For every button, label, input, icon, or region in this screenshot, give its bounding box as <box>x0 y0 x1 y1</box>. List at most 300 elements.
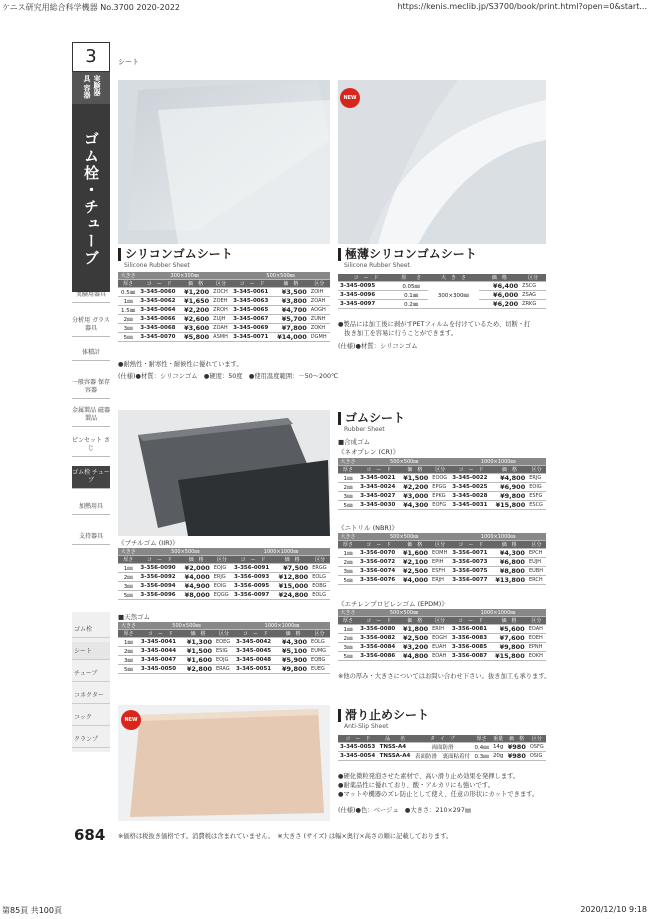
side-nav-item[interactable]: 金属製品 磁器製品 <box>72 404 110 427</box>
price-cell: ¥1,500 <box>182 647 214 656</box>
code-cell: 3-356-0077 <box>450 576 491 585</box>
price-cell: ¥6,200 <box>479 300 521 309</box>
hdr-cls: 区分 <box>310 556 330 564</box>
code-cell: 3-345-0053 <box>338 743 378 752</box>
table-row <box>118 638 330 647</box>
price-cell: ¥980 <box>506 752 528 761</box>
price-cell: ¥7,600 <box>491 634 526 643</box>
thin-silicone-spec: (仕様)●材質：シリコンゴム <box>338 343 418 350</box>
antislip-notes <box>338 772 538 799</box>
table-row <box>338 743 546 752</box>
code-cell: 3-345-0048 <box>234 656 277 665</box>
hdr-size: 大きさ <box>338 533 358 541</box>
code-cell: 3-345-0051 <box>234 665 277 674</box>
class-cell: ZSCG <box>520 282 546 291</box>
hdr-code: コ ー ド <box>358 617 399 625</box>
side-nav-item[interactable]: 体積計 <box>72 346 110 361</box>
hdr-size: 大きさ <box>118 548 138 556</box>
footer-note: ※価格は税抜き価格です。消費税は含まれていません。 ※大きさ (サイズ) は幅×奥行×高さの順に記載しております。 <box>118 833 453 840</box>
group-synth: ■合成ゴム <box>338 438 371 446</box>
epdm-table-body <box>338 625 546 661</box>
price-cell: ¥1,200 <box>180 288 211 297</box>
thin-silicone-title: 極薄シリコンゴムシート <box>338 248 477 261</box>
hdr-cls: 区分 <box>527 617 546 625</box>
table-row <box>338 652 546 661</box>
hdr-code: コ ー ド <box>138 556 180 564</box>
price-cell: ¥4,700 <box>273 306 309 315</box>
side-nav-item[interactable]: 加熱用具 <box>72 500 110 515</box>
class-cell: EOEH <box>527 634 546 643</box>
hdr-thick: 厚さ <box>338 617 358 625</box>
hdr-code: コ ー ド <box>234 630 277 638</box>
hdr-model: 品 名 <box>378 735 413 743</box>
code-cell: 3-345-0044 <box>139 647 182 656</box>
price-cell: ¥1,650 <box>180 297 211 306</box>
thickness-cell: 3㎜ <box>118 582 138 591</box>
thickness-cell: 2㎜ <box>338 634 358 643</box>
natural-table <box>118 622 330 674</box>
thickness-cell: 3㎜ <box>338 567 358 576</box>
class-cell: ZOCH <box>211 288 231 297</box>
neoprene-table-body <box>338 474 546 510</box>
hdr-cls: 区分 <box>430 617 450 625</box>
thin-silicone-table <box>338 274 546 309</box>
price-cell: ¥9,800 <box>277 665 309 674</box>
price-cell: ¥15,000 <box>274 582 310 591</box>
page-info: 第85頁 共100頁 <box>2 906 62 915</box>
class-cell: EOAH <box>527 625 546 634</box>
code-cell: 3-345-0061 <box>231 288 273 297</box>
hdr-code: コ ー ド <box>231 280 273 288</box>
hdr-1000: 1000×1000㎜ <box>450 609 546 617</box>
class-cell: EOIG <box>527 483 546 492</box>
thickness-cell: 5㎜ <box>118 591 138 600</box>
class-cell: ERCH <box>527 576 546 585</box>
class-cell: EOBG <box>310 582 330 591</box>
rubber-title: ゴムシート <box>338 412 405 425</box>
print-url[interactable]: https://kenis.meclib.jp/S3700/book/print.html?open=0&start... <box>397 2 647 11</box>
side-nav-item[interactable]: ゴム栓 チューブ <box>72 466 110 489</box>
price-cell: ¥3,600 <box>180 324 211 333</box>
code-cell: 3-345-0096 <box>338 291 394 300</box>
hdr-size: 大 き さ <box>428 274 478 282</box>
thin-silicone-table-body <box>338 282 546 309</box>
side-subnav-item[interactable]: ゴム栓 <box>72 620 110 638</box>
price-cell: ¥3,000 <box>400 492 431 501</box>
nitrile-table-body <box>338 549 546 585</box>
price-cell: ¥4,300 <box>400 501 431 510</box>
side-nav-item[interactable]: 支持器具 <box>72 530 110 545</box>
thin-silicone-image <box>338 80 546 244</box>
print-footer <box>0 902 650 918</box>
class-cell: AOGH <box>309 306 330 315</box>
thickness-cell: 1㎜ <box>338 549 358 558</box>
code-cell: 3-345-0045 <box>234 647 277 656</box>
side-nav-item[interactable]: 実験用器具 <box>72 288 110 303</box>
table-row <box>118 656 330 665</box>
type-cell: 表面防滑 裏面粘着付 <box>413 752 473 761</box>
code-cell: 3-356-0070 <box>358 549 399 558</box>
table-row <box>338 625 546 634</box>
hdr-code: コ ー ド <box>338 735 378 743</box>
code-cell: 3-356-0091 <box>232 564 274 573</box>
thickness-cell: 0.5㎜ <box>118 288 138 297</box>
hdr-500: 500×500㎜ <box>138 548 232 556</box>
thickness-cell: 1㎜ <box>118 564 138 573</box>
price-cell: ¥4,900 <box>181 582 212 591</box>
thickness-cell: 5㎜ <box>118 665 139 674</box>
code-cell: 3-356-0092 <box>138 573 180 582</box>
thin-silicone-subtitle: Silicone Rubber Sheet <box>344 262 410 269</box>
silicone-note: ●耐熱性・耐寒性・耐候性に優れています。 <box>118 361 243 368</box>
nitrile-label: 《ニトリル (NBR)》 <box>338 524 398 532</box>
code-cell: 3-356-0074 <box>358 567 399 576</box>
code-cell: 3-356-0095 <box>232 582 274 591</box>
hdr-code: コ ー ド <box>139 630 182 638</box>
hdr-price: 価 格 <box>181 556 212 564</box>
class-cell: DGMH <box>309 333 330 342</box>
side-subnav-item[interactable]: コネクター <box>72 686 110 704</box>
hdr-cls: 区分 <box>528 735 546 743</box>
page-number: 684 <box>74 826 106 844</box>
thin-silicone-photo <box>338 80 546 244</box>
code-cell: 3-345-0042 <box>234 638 277 647</box>
thickness-cell: 2㎜ <box>118 647 139 656</box>
antislip-photo <box>118 705 330 821</box>
thickness-cell: 5㎜ <box>118 333 138 342</box>
silicone-subtitle: Silicone Rubber Sheet <box>124 262 190 269</box>
code-cell: 3-345-0047 <box>139 656 182 665</box>
class-cell: OSIG <box>528 752 546 761</box>
code-cell: 3-345-0031 <box>450 501 491 510</box>
price-cell: ¥4,800 <box>399 652 430 661</box>
thin-note-1: ●製品には加工後に剥がすPETフィルムを付けているため、切断・打 <box>338 321 531 328</box>
nitrile-table <box>338 533 546 585</box>
thickness-cell: 1.5㎜ <box>118 306 138 315</box>
table-row <box>338 567 546 576</box>
hdr-500: 500×500㎜ <box>139 622 234 630</box>
price-cell: ¥1,300 <box>182 638 214 647</box>
hdr-cls: 区分 <box>430 541 450 549</box>
price-cell: ¥5,700 <box>273 315 309 324</box>
antislip-subtitle: Anti-Slip Sheet <box>344 723 389 730</box>
code-cell: 3-356-0083 <box>450 634 491 643</box>
price-cell: ¥3,800 <box>273 297 309 306</box>
class-cell: ESFG <box>527 492 546 501</box>
code-cell: 3-356-0096 <box>138 591 180 600</box>
thickness-cell: 1㎜ <box>338 474 358 483</box>
code-cell: 3-356-0094 <box>138 582 180 591</box>
rubber-sheet-photo <box>118 410 330 536</box>
class-cell: ERJG <box>212 573 232 582</box>
thin-silicone-note <box>338 320 530 338</box>
thickness-cell: 1㎜ <box>338 625 358 634</box>
price-cell: ¥3,200 <box>399 643 430 652</box>
class-cell: ERAG <box>214 665 234 674</box>
class-cell: EOFG <box>430 501 450 510</box>
hdr-price: 価 格 <box>182 630 214 638</box>
hdr-cls: 区分 <box>211 280 231 288</box>
code-cell: 3-345-0071 <box>231 333 273 342</box>
print-timestamp: 2020/12/10 9:18 <box>580 905 647 914</box>
code-cell: 3-345-0070 <box>138 333 180 342</box>
weight-cell: 14g <box>491 743 506 752</box>
neoprene-table <box>338 458 546 510</box>
class-cell: EUJH <box>527 558 546 567</box>
class-cell: ZROH <box>211 306 231 315</box>
class-cell: ERJG <box>527 474 546 483</box>
size-cell: 300×300㎜ <box>428 282 478 309</box>
thickness-cell: 2㎜ <box>118 315 138 324</box>
class-cell: EOJG <box>212 564 232 573</box>
code-cell: 3-345-0062 <box>138 297 180 306</box>
code-cell: 3-345-0060 <box>138 288 180 297</box>
antislip-table-body <box>338 743 546 761</box>
side-subnav-item[interactable]: チューブ <box>72 664 110 682</box>
price-cell: ¥4,000 <box>399 576 430 585</box>
price-cell: ¥8,000 <box>181 591 212 600</box>
price-cell: ¥4,800 <box>492 474 528 483</box>
hdr-cls: 区分 <box>527 541 546 549</box>
class-cell: EOLG <box>310 573 330 582</box>
price-cell: ¥6,000 <box>479 291 521 300</box>
price-cell: ¥13,800 <box>492 576 527 585</box>
code-cell: 3-356-0076 <box>358 576 399 585</box>
price-cell: ¥9,800 <box>492 492 528 501</box>
class-cell: ZUJH <box>211 315 231 324</box>
hdr-size: 大きさ <box>338 458 358 466</box>
hdr-price: 価 格 <box>400 466 431 474</box>
thickness-cell: 1㎜ <box>118 638 139 647</box>
table-row <box>118 573 330 582</box>
hdr-code: コ ー ド <box>338 274 394 282</box>
chapter-subtitle: 実験器具 容器 <box>72 72 110 104</box>
code-cell: 3-345-0028 <box>450 492 491 501</box>
hdr-cls: 区分 <box>309 280 330 288</box>
table-row <box>118 306 330 315</box>
rubber-subtitle: Rubber Sheet <box>344 426 385 433</box>
code-cell: 3-345-0024 <box>358 483 399 492</box>
price-cell: ¥2,200 <box>180 306 211 315</box>
hdr-price: 価 格 <box>180 280 211 288</box>
price-cell: ¥2,200 <box>400 483 431 492</box>
class-cell: EOLG <box>310 591 330 600</box>
price-cell: ¥3,500 <box>273 288 309 297</box>
class-cell: ERIH <box>430 625 450 634</box>
code-cell: 3-356-0084 <box>358 643 399 652</box>
class-cell: ZOEH <box>211 297 231 306</box>
class-cell: EOEG <box>214 638 234 647</box>
price-cell: ¥9,800 <box>491 643 526 652</box>
code-cell: 3-345-0064 <box>138 306 180 315</box>
price-cell: ¥12,800 <box>274 573 310 582</box>
epdm-label: 《エチレンプロピレンゴム (EPDM)》 <box>338 600 448 608</box>
hdr-thick: 厚さ <box>338 541 358 549</box>
antislip-spec: (仕様)●色：ベージュ ●大きさ：210×297㎜ <box>338 807 472 814</box>
hdr-price: 価 格 <box>274 556 310 564</box>
table-row <box>118 591 330 600</box>
hdr-thick: 厚さ <box>118 630 139 638</box>
class-cell: EPGG <box>430 483 450 492</box>
antislip-note-1: ●硬化微粒発泡させた素材で、高い滑り止め効果を発揮します。 <box>338 773 520 780</box>
code-cell: 3-345-0063 <box>231 297 273 306</box>
hdr-price: 価 格 <box>506 735 528 743</box>
side-nav-item[interactable]: ピンセット さじ <box>72 434 110 457</box>
hdr-code: コ ー ド <box>450 617 491 625</box>
hdr-1000: 1000×1000㎜ <box>450 533 546 541</box>
hdr-thick: 厚さ <box>118 556 138 564</box>
side-nav-item[interactable]: 分析用 ガラス器具 <box>72 314 110 337</box>
code-cell: 3-345-0021 <box>358 474 399 483</box>
class-cell: EOGH <box>430 634 450 643</box>
hdr-code: コ ー ド <box>358 466 399 474</box>
table-row <box>338 501 546 510</box>
code-cell: 3-356-0075 <box>450 567 491 576</box>
class-cell: EUAH <box>430 643 450 652</box>
code-cell: 3-356-0071 <box>450 549 491 558</box>
side-nav-item[interactable]: 一般容器 保存容器 <box>72 376 110 399</box>
table-row <box>118 665 330 674</box>
hdr-size: 大きさ <box>118 622 139 630</box>
thickness-cell: 1㎜ <box>118 297 138 306</box>
silicone-table-body <box>118 288 330 342</box>
type-cell: 両面防滑 <box>413 743 473 752</box>
class-cell: EOMH <box>430 549 450 558</box>
thickness-cell: 3㎜ <box>338 643 358 652</box>
antislip-note-2: ●耐薬品性に優れており、酸・アルカリにも強いです。 <box>338 782 494 789</box>
price-cell: ¥5,100 <box>277 647 309 656</box>
hdr-thick: 厚さ <box>118 280 138 288</box>
table-row <box>118 333 330 342</box>
chapter-title: ゴム栓・チューブ <box>82 131 100 267</box>
hdr-type: タ イ プ <box>413 735 473 743</box>
price-cell: ¥2,500 <box>399 634 430 643</box>
class-cell: EPKG <box>430 492 450 501</box>
code-cell: 3-345-0069 <box>231 324 273 333</box>
rubber-sheet-image <box>118 410 330 536</box>
hdr-price: 価 格 <box>277 630 309 638</box>
class-cell: ZOAH <box>309 297 330 306</box>
table-row <box>338 634 546 643</box>
hdr-cls: 区分 <box>214 630 234 638</box>
class-cell: ASMH <box>211 333 231 342</box>
table-row <box>338 549 546 558</box>
code-cell: 3-345-0041 <box>139 638 182 647</box>
thickness-cell: 5㎜ <box>338 576 358 585</box>
class-cell: EPCH <box>527 549 546 558</box>
side-subnav-item[interactable]: コック <box>72 708 110 726</box>
code-cell: 3-356-0081 <box>450 625 491 634</box>
class-cell: ZSAG <box>520 291 546 300</box>
table-row <box>338 282 546 291</box>
table-row <box>338 474 546 483</box>
table-row <box>338 643 546 652</box>
hdr-price: 価 格 <box>479 274 521 282</box>
hdr-cls: 区分 <box>430 466 450 474</box>
code-cell: 3-356-0085 <box>450 643 491 652</box>
table-row <box>118 324 330 333</box>
hdr-300: 300×300㎜ <box>138 272 231 280</box>
class-cell: EUEG <box>309 665 330 674</box>
code-cell: 3-345-0065 <box>231 306 273 315</box>
code-cell: 3-345-0097 <box>338 300 394 309</box>
price-cell: ¥6,400 <box>479 282 521 291</box>
price-cell: ¥15,800 <box>491 652 526 661</box>
price-cell: ¥2,600 <box>180 315 211 324</box>
hdr-thick: 厚 さ <box>394 274 428 282</box>
hdr-1000: 1000×1000㎜ <box>232 548 330 556</box>
silicone-table <box>118 272 330 342</box>
hdr-500: 500×500㎜ <box>231 272 330 280</box>
thickness-cell: 2㎜ <box>118 573 138 582</box>
class-cell: ESCG <box>527 501 546 510</box>
code-cell: 3-356-0080 <box>358 625 399 634</box>
price-cell: ¥4,300 <box>492 549 527 558</box>
class-cell: ZRKG <box>520 300 546 309</box>
thickness-cell: 5㎜ <box>338 501 358 510</box>
code-cell: 3-345-0022 <box>450 474 491 483</box>
thin-note-2: 抜き加工を容易に行うことができます。 <box>338 330 458 337</box>
table-row <box>338 558 546 567</box>
class-cell: EPNH <box>527 643 546 652</box>
model-cell: TNSS-A4 <box>378 743 413 752</box>
print-title: ケニス研究用総合科学機器 No.3700 2020-2022 <box>2 3 181 12</box>
antislip-image <box>118 705 330 821</box>
class-cell: ZOIH <box>309 288 330 297</box>
thickness-cell: 5㎜ <box>338 652 358 661</box>
hdr-price: 価 格 <box>273 280 309 288</box>
silicone-sheet-image <box>118 80 330 244</box>
print-header <box>0 0 650 14</box>
thickness-cell: 3㎜ <box>118 324 138 333</box>
hdr-price: 価 格 <box>491 617 526 625</box>
thickness-cell: 0.2㎜ <box>394 300 428 309</box>
hdr-500: 500×500㎜ <box>358 458 450 466</box>
table-row <box>338 483 546 492</box>
antislip-table <box>338 735 546 761</box>
side-subnav-item[interactable]: シート <box>72 642 110 660</box>
code-cell: 3-345-0067 <box>231 315 273 324</box>
butyl-table-body <box>118 564 330 600</box>
price-cell: ¥6,900 <box>492 483 528 492</box>
code-cell: 3-345-0066 <box>138 315 180 324</box>
new-badge-thin: NEW <box>340 88 360 108</box>
hdr-size: 大きさ <box>338 609 358 617</box>
class-cell: ZUNH <box>309 315 330 324</box>
code-cell: 3-345-0068 <box>138 324 180 333</box>
side-subnav-item[interactable]: クランプ <box>72 730 110 748</box>
natural-label: ■天然ゴム <box>118 613 151 621</box>
code-cell: 3-345-0054 <box>338 752 378 761</box>
class-cell: EOAH <box>430 652 450 661</box>
table-row <box>338 752 546 761</box>
table-row <box>118 582 330 591</box>
hdr-code: コ ー ド <box>232 556 274 564</box>
neoprene-label: 《ネオプレン (CR)》 <box>338 448 400 456</box>
price-cell: ¥5,800 <box>180 333 211 342</box>
hdr-code: コ ー ド <box>358 541 399 549</box>
class-cell: EOLG <box>309 638 330 647</box>
code-cell: 3-345-0095 <box>338 282 394 291</box>
price-cell: ¥5,600 <box>491 625 526 634</box>
hdr-price: 価 格 <box>492 541 527 549</box>
hdr-code: コ ー ド <box>138 280 180 288</box>
price-cell: ¥2,800 <box>182 665 214 674</box>
thickness-cell: 2㎜ <box>338 483 358 492</box>
thickness-cell: 0.1㎜ <box>394 291 428 300</box>
hdr-thick: 厚さ <box>338 466 358 474</box>
code-cell: 3-356-0090 <box>138 564 180 573</box>
